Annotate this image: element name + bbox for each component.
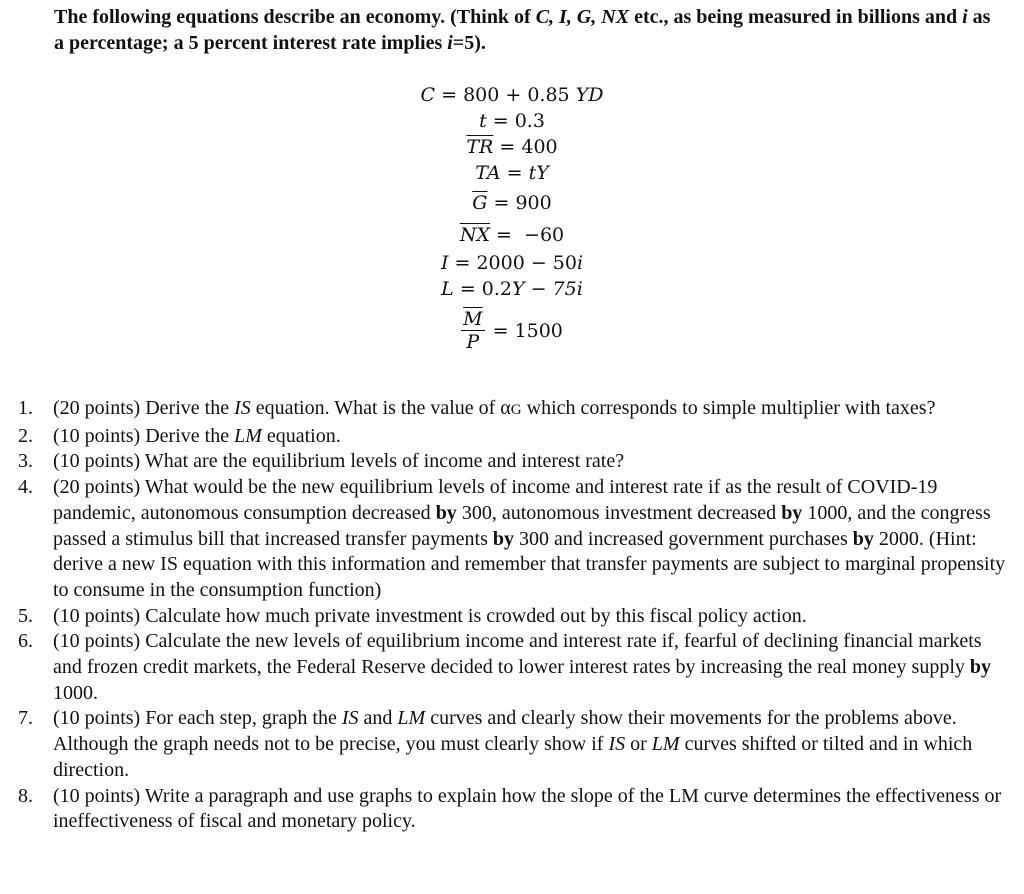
question-item: [18, 475, 1008, 604]
question-text: which corresponds to simple multiplier with taxes?: [521, 397, 936, 419]
question-number: 5.: [18, 604, 33, 627]
question-text: by: [969, 656, 991, 679]
eq-rhs: = 400: [493, 136, 558, 158]
question-item: [18, 629, 1008, 706]
intro-text: =5).: [452, 32, 486, 54]
question-text: 2000. (Hint: derive a new IS equation with this information and remember that transfer payments are subject to marginal propensity to consume in the consumption function): [53, 527, 1006, 601]
intro-text: etc., as being measured in billions and: [629, 6, 963, 28]
intro-paragraph: [54, 4, 994, 56]
equation-net-exports: [0, 222, 1024, 248]
eq-lhs: L: [441, 278, 454, 300]
question-text: 300 and increased government purchases: [514, 527, 853, 550]
question-text: (20 points) Derive the: [53, 397, 235, 419]
equation-consumption: [0, 82, 1024, 108]
question-text: curves shifted or tilted and in which direction.: [53, 733, 973, 781]
question-text: LM: [651, 733, 680, 756]
eq-lhs: $\overline{NX}$: [459, 224, 490, 246]
question-text: by: [492, 527, 515, 550]
question-text: by: [435, 501, 457, 524]
question-text: IS: [608, 733, 626, 756]
intro-interest-symbol: i: [447, 32, 453, 54]
question-text: LM: [234, 424, 262, 447]
eq-lhs: $\overline{G}$: [472, 192, 488, 214]
eq-rhs: = 0.2: [453, 278, 513, 300]
question-text: curves and clearly show their movements for the problems above. Although the graph needs not to be precise, you must clearly show if: [53, 707, 957, 756]
question-text: (10 points) Derive the: [53, 424, 235, 447]
eq-lhs: t: [479, 110, 487, 132]
equation-government: [0, 190, 1024, 216]
eq-tail: tY: [528, 162, 549, 184]
question-text: 1000.: [53, 681, 98, 704]
question-item: [18, 784, 1008, 835]
eq-lhs: I: [440, 252, 449, 274]
question-text: equation. What is the value of α: [250, 397, 511, 419]
money-fraction: [461, 308, 484, 353]
question-text: (10 points) For each step, graph the: [53, 707, 342, 730]
intro-interest-symbol: i: [962, 6, 968, 28]
question-text: 300, autonomous investment decreased: [456, 501, 782, 524]
intro-text: The following equations describe an economy. (Think of: [54, 6, 536, 28]
question-text: by: [852, 527, 874, 550]
question-text: IS: [341, 707, 359, 730]
question-text: (10 points) Calculate how much private investment is crowded out by this fiscal policy action.: [53, 604, 807, 627]
eq-rhs: = 1500: [492, 319, 563, 342]
intro-variables: C, I, G, NX: [535, 6, 630, 28]
question-text: G: [510, 402, 522, 418]
question-text: IS: [234, 397, 251, 419]
question-item: [18, 396, 1008, 424]
fraction-numerator: $\overline{M}$: [463, 308, 483, 330]
question-item: [18, 424, 1008, 450]
eq-rhs: = −60: [490, 224, 565, 246]
question-number: 1.: [18, 397, 33, 419]
eq-tail: Y − 75i: [512, 278, 583, 300]
eq-lhs: $\overline{TR}$: [466, 136, 494, 158]
question-item: [18, 706, 1008, 783]
eq-lhs: C: [420, 84, 436, 106]
question-text: by: [781, 501, 803, 524]
equation-tax-rate: [0, 108, 1024, 134]
eq-rhs: = 800 + 0.85: [435, 84, 576, 106]
eq-rhs: =: [500, 162, 529, 184]
question-text: 1000, and the congress passed a stimulus bill that increased transfer payments: [53, 501, 991, 550]
equation-investment: [0, 250, 1024, 276]
question-text: and: [358, 707, 398, 730]
fraction-denominator: P: [466, 331, 480, 353]
equation-taxes: [0, 160, 1024, 186]
eq-lhs: TA: [475, 162, 501, 184]
question-number: 6.: [18, 630, 33, 653]
question-text: (10 points) Write a paragraph and use graphs to explain how the slope of the LM curve determines the effectiveness or ineffectiveness of fiscal and monetary policy.: [53, 784, 1002, 833]
question-item: [18, 449, 1008, 475]
eq-tail: i: [576, 252, 584, 274]
eq-rhs: = 2000 − 50: [448, 252, 577, 274]
question-text: equation.: [261, 424, 341, 447]
question-number: 4.: [18, 476, 33, 499]
equation-transfers: [0, 134, 1024, 160]
question-text: (10 points) What are the equilibrium levels of income and interest rate?: [53, 450, 625, 473]
question-number: 2.: [18, 424, 33, 447]
question-number: 3.: [18, 450, 33, 473]
question-number: 7.: [18, 707, 33, 730]
eq-tail: YD: [575, 84, 604, 106]
question-text: LM: [397, 707, 426, 730]
question-text: or: [625, 733, 652, 756]
equation-money-supply: [0, 308, 1024, 353]
question-list: [18, 396, 1008, 835]
question-number: 8.: [18, 784, 33, 807]
eq-rhs: = 0.3: [486, 110, 545, 132]
eq-rhs: = 900: [487, 192, 552, 214]
question-item: [18, 604, 1008, 630]
question-text: (20 points) What would be the new equilibrium levels of income and interest rate if as the result of COVID-19 pandemic, autonomous consumption decreased: [53, 476, 938, 524]
question-text: (10 points) Calculate the new levels of equilibrium income and interest rate if, fearful of declining financial markets and frozen credit markets, the Federal Reserve decided to lower interest rates by increasing the real money supply: [53, 630, 982, 679]
equation-money-demand: [0, 276, 1024, 302]
intro-text: as a percentage; a 5 percent interest rate implies: [54, 6, 991, 54]
